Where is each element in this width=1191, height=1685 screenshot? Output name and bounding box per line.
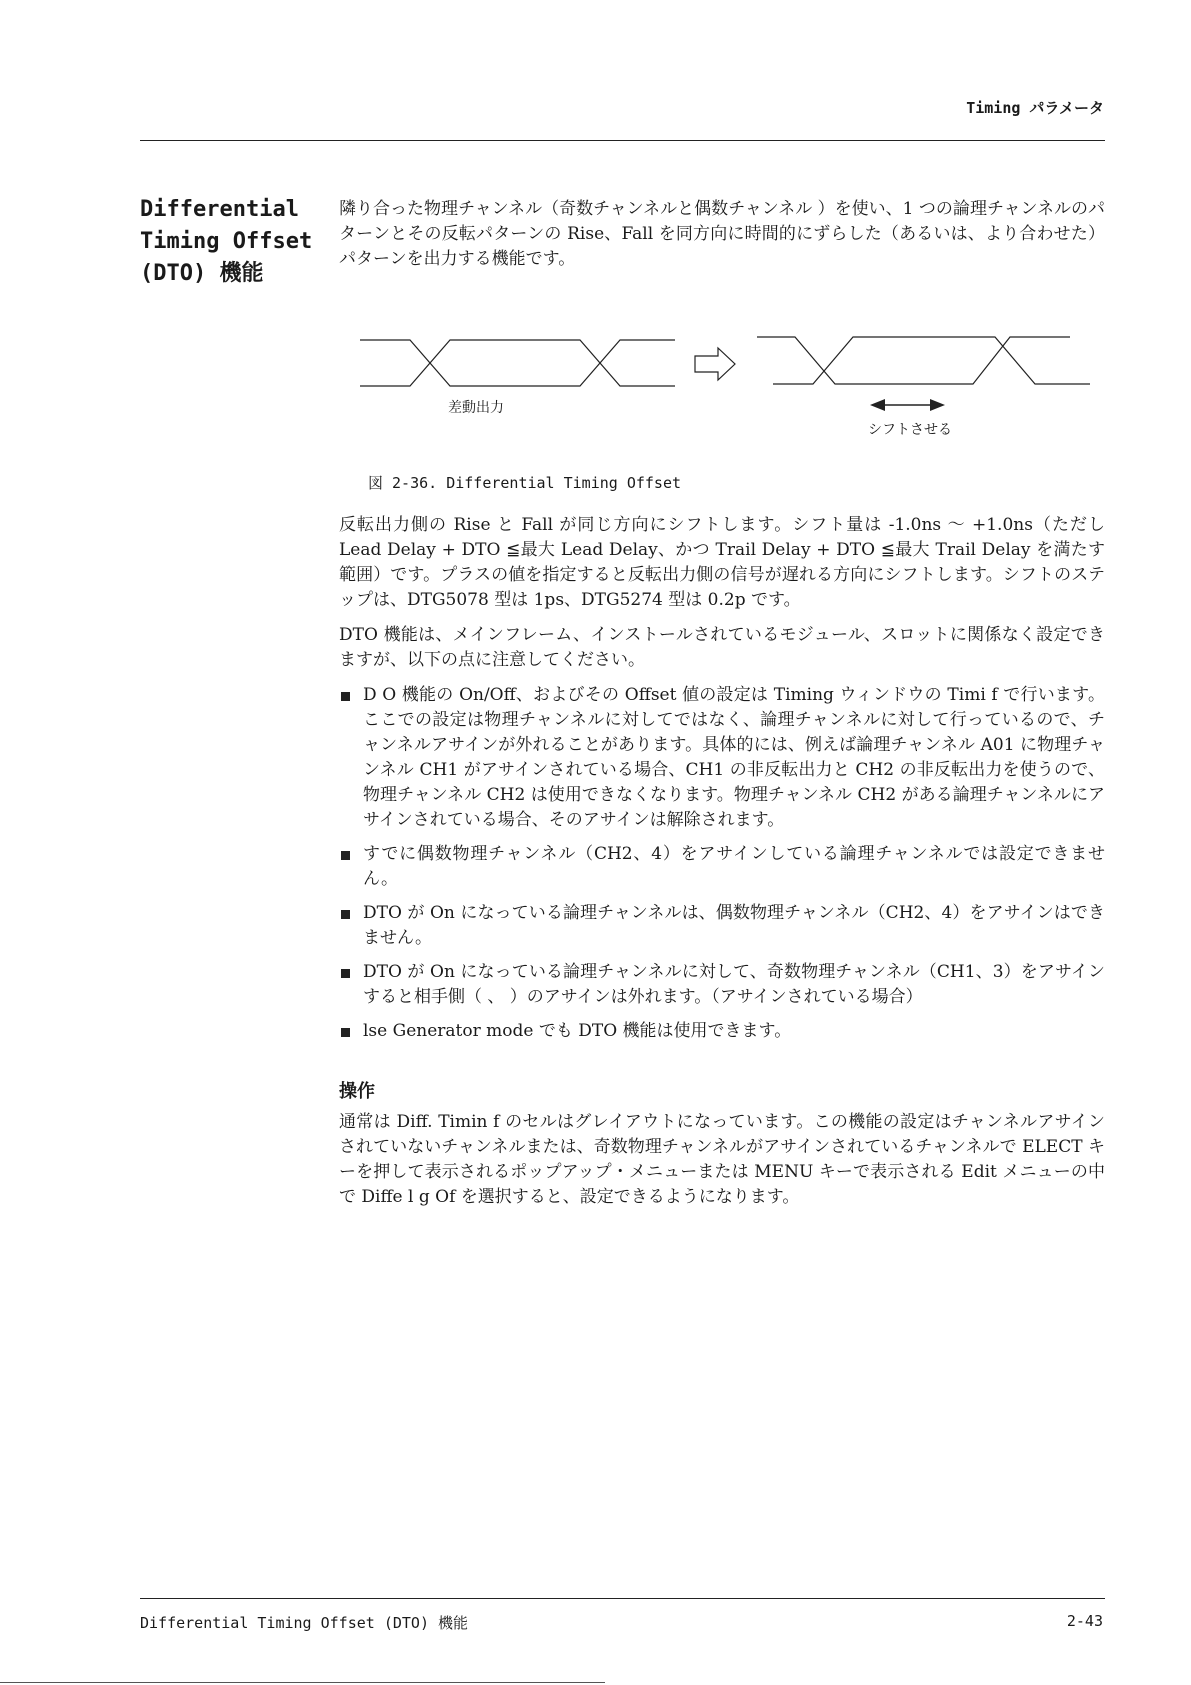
right-arrow-icon: [695, 348, 735, 380]
bullet-square-icon: [341, 969, 350, 978]
operation-paragraph: 通常は Diff. Timin f のセルはグレイアウトになっています。この機能の設定はチャンネルアサインされていないチャンネルまたは、奇数物理チャンネルがアサインされているチャンネルで ELECT キーを押して表示されるポップアップ・メニューまたは MENU キーで表示される Edit メニューの中で Diffe l g Of を選択すると、設定できるようになります。: [339, 1112, 1105, 1207]
section-heading: [140, 194, 315, 290]
figure-caption: 図 2-36. Differential Timing Offset: [368, 474, 682, 492]
differential-output-label: 差動出力: [448, 400, 504, 416]
list-item: DTO が On になっている論理チャンネルは、偶数物理チャンネル（CH2、4）をアサインはできません。: [339, 901, 1105, 951]
list-item: lse Generator mode でも DTO 機能は使用できます。: [339, 1019, 1105, 1044]
body-paragraph-1: 反転出力側の Rise と Fall が同じ方向にシフトします。シフト量は -1.0ns ～ +1.0ns（ただし Lead Delay + DTO ≦最大 Lead Delay、かつ Trail Delay + DTO ≦最大 Trail Delay を満たす範囲）です。プラスの値を指定すると反転出力側の信号が遅れる方向にシフトします。シフトのステップは、DTG5078 型は 1ps、DTG5274 型は 0.2p です。: [339, 515, 1105, 610]
shifted-output-waveform: [757, 337, 1090, 384]
shift-label: シフトさせる: [868, 422, 952, 438]
header-title: Timing パラメータ: [966, 99, 1104, 117]
list-item: DTO が On になっている論理チャンネルに対して、奇数物理チャンネル（CH1、3）をアサインすると相手側（ 、 ）のアサインは外れます。（アサインされている場合）: [339, 960, 1105, 1010]
section-heading-line-1: Differential: [140, 197, 299, 222]
header-rule: [140, 140, 1105, 141]
bullet-square-icon: [341, 1028, 350, 1037]
list-item: すでに偶数物理チャンネル（CH2、4）をアサインしている論理チャンネルでは設定できません。: [339, 842, 1105, 892]
intro-paragraph: 隣り合った物理チャンネル（奇数チャンネルと偶数チャンネル ）を使い、1 つの論理チャンネルのパターンとその反転パターンの Rise、Fall を同方向に時間的にずらした（あるいは、より合わせた）パターンを出力する機能です。: [339, 199, 1105, 269]
bullet-square-icon: [341, 692, 350, 701]
section-heading-line-2: Timing Offset: [140, 229, 313, 254]
dto-waveform-diagram: [355, 322, 1095, 442]
notes-bullet-list: [339, 683, 1105, 1053]
operation-heading: 操作: [339, 1081, 375, 1102]
footer-rule: [140, 1598, 1105, 1599]
bullet-square-icon: [341, 851, 350, 860]
bullet-square-icon: [341, 910, 350, 919]
differential-output-waveform: [360, 340, 675, 386]
list-item: D O 機能の On/Off、およびその Offset 値の設定は Timing ウィンドウの Timi f で行います。ここでの設定は物理チャンネルに対してではなく、論理チャンネルに対して行っているので、チャンネルアサインが外れることがあります。具体的には、例えば論理チャンネル A01 に物理チャンネル CH1 がアサインされている場合、CH1 の非反転出力と CH2 の非反転出力を使うので、物理チャンネル CH2 は使用できなくなります。物理チャンネル CH2 がある論理チャンネルにアサインされている場合、そのアサインは解除されます。: [339, 683, 1105, 833]
bottom-edge-line: [0, 1682, 605, 1683]
footer-section-title: Differential Timing Offset (DTO) 機能: [140, 1614, 469, 1632]
page-number: 2-43: [1066, 1612, 1103, 1630]
section-heading-line-3: (DTO) 機能: [140, 261, 264, 286]
body-paragraph-2: DTO 機能は、メインフレーム、インストールされているモジュール、スロットに関係なく設定できますが、以下の点に注意してください。: [339, 625, 1105, 670]
shift-double-arrow-icon: [870, 399, 945, 411]
